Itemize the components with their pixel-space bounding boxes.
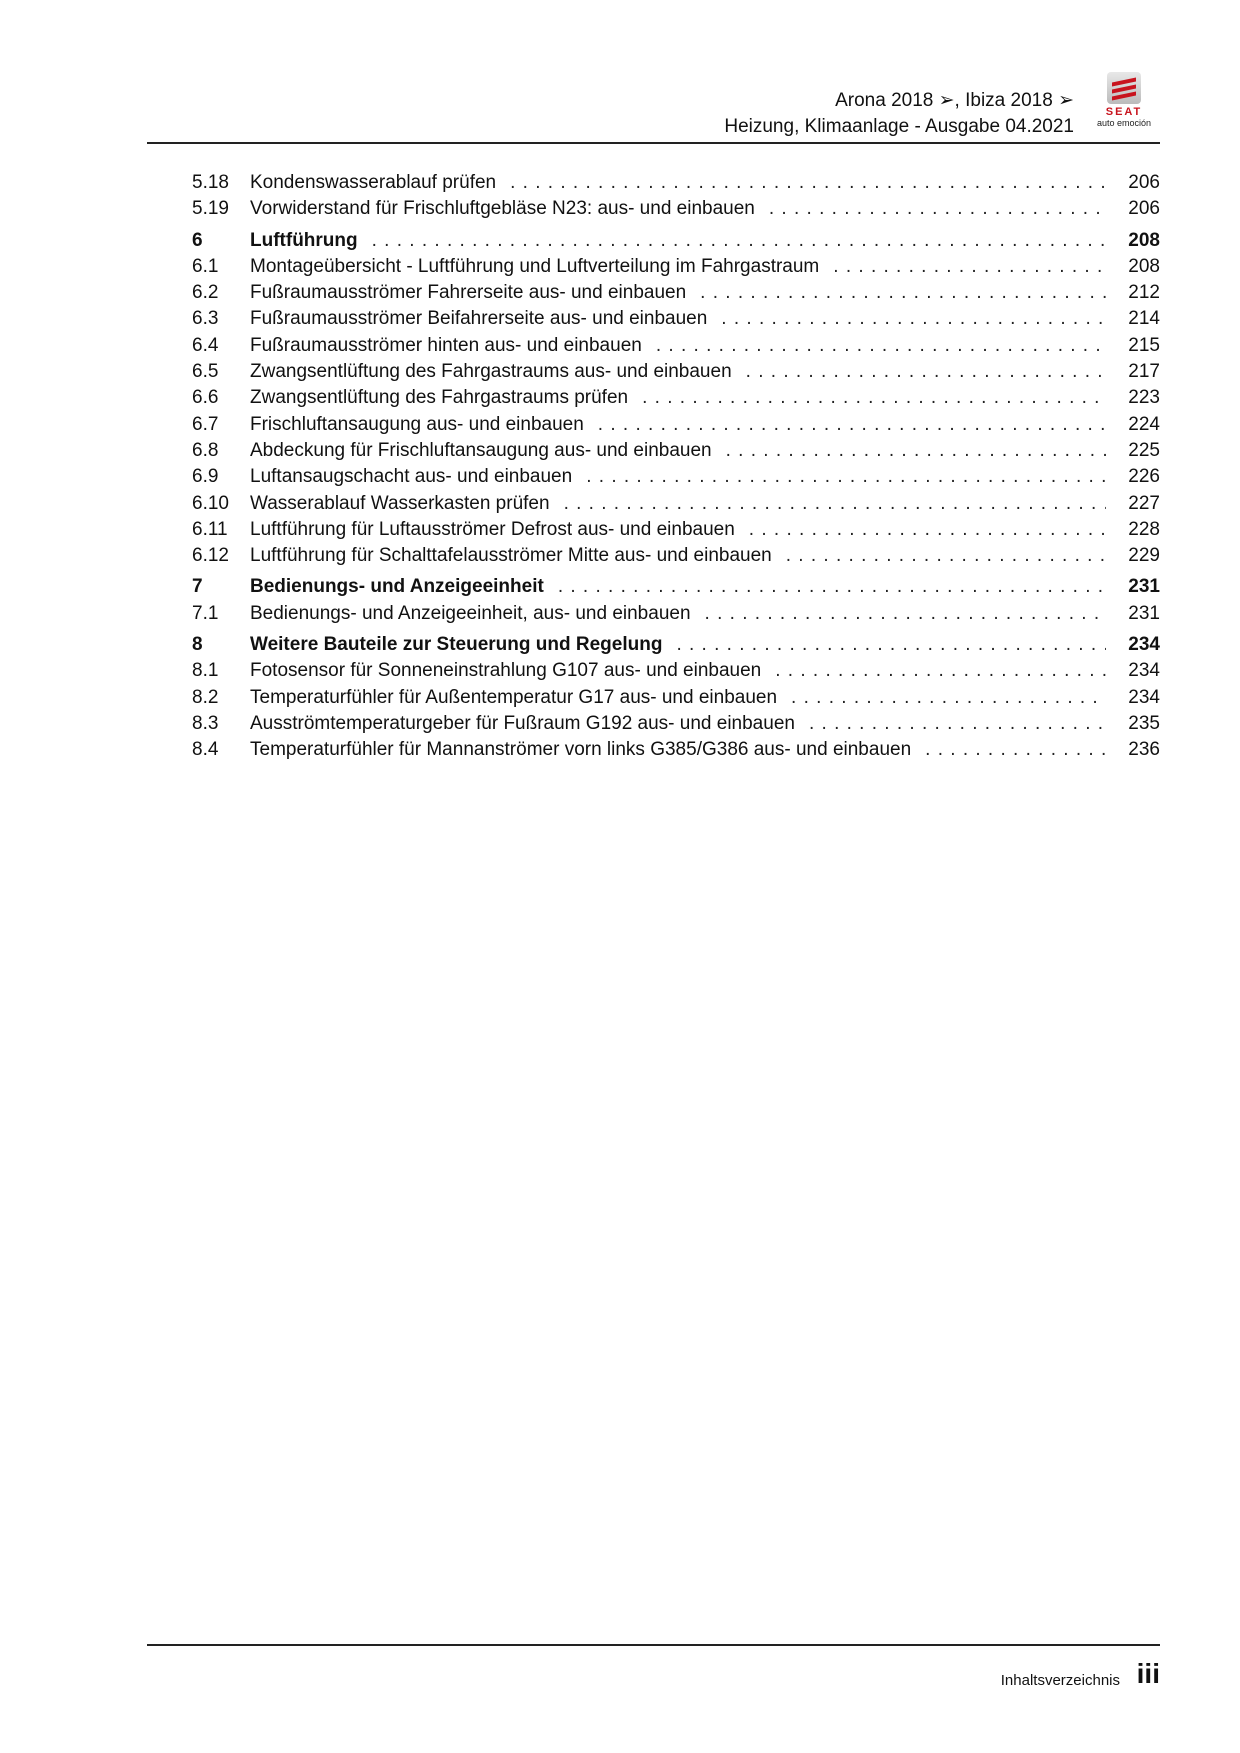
entry-page: 234: [1128, 686, 1160, 708]
entry-number: 6.12: [192, 545, 229, 567]
dot-leader: [656, 335, 1106, 357]
entry-number: 6.8: [192, 439, 219, 461]
entry-number: 6: [192, 229, 203, 251]
toc-entry[interactable]: [192, 198, 1160, 224]
entry-number: 8.2: [192, 686, 219, 708]
entry-number: 8.3: [192, 712, 219, 734]
entry-number: 8.4: [192, 739, 219, 761]
entry-number: 7.1: [192, 602, 219, 624]
entry-title: Luftführung für Luftausströmer Defrost aus- und einbauen: [250, 518, 735, 540]
entry-page: 226: [1128, 466, 1160, 488]
toc-entry[interactable]: [192, 739, 1160, 765]
entry-number: 5.18: [192, 172, 229, 193]
header-models: Arona 2018 ➢, Ibiza 2018 ➢: [835, 90, 1074, 111]
toc-entry[interactable]: [192, 713, 1160, 739]
entry-title: Zwangsentlüftung des Fahrgastraums prüfen: [250, 387, 629, 409]
dot-leader: [676, 634, 1106, 656]
entry-title: Abdeckung für Frischluftansaugung aus- und einbauen: [250, 439, 712, 461]
seat-logo: [1088, 72, 1160, 128]
entry-number: 6.11: [192, 518, 228, 540]
dot-leader: [769, 198, 1106, 220]
toc-entry[interactable]: [192, 361, 1160, 387]
entry-page: 206: [1128, 172, 1160, 193]
entry-title: Fußraumausströmer hinten aus- und einbauen: [250, 334, 642, 356]
entry-title: Luftführung für Schalttafelausströmer Mitte aus- und einbauen: [250, 545, 772, 567]
entry-page: 225: [1128, 439, 1160, 461]
toc-chapter-entry[interactable]: [192, 230, 1160, 256]
dot-leader: [786, 545, 1106, 567]
toc-entry[interactable]: [192, 466, 1160, 492]
entry-page: 231: [1128, 576, 1160, 598]
entry-page: 234: [1128, 660, 1160, 682]
entry-title: Ausströmtemperaturgeber für Fußraum G192 aus- und einbauen: [250, 712, 795, 734]
toc-entry[interactable]: [192, 603, 1160, 629]
dot-leader: [746, 361, 1106, 383]
entry-page: 229: [1128, 545, 1160, 567]
toc-entry[interactable]: [192, 387, 1160, 413]
dot-leader: [700, 282, 1106, 304]
toc-entry[interactable]: [192, 256, 1160, 282]
entry-title: Fußraumausströmer Fahrerseite aus- und einbauen: [250, 282, 687, 304]
entry-number: 8: [192, 634, 203, 656]
entry-title: Luftansaugschacht aus- und einbauen: [250, 466, 573, 488]
dot-leader: [564, 493, 1106, 515]
entry-number: 6.9: [192, 466, 219, 488]
entry-title: Zwangsentlüftung des Fahrgastraums aus- und einbauen: [250, 361, 732, 383]
entry-number: 7: [192, 576, 203, 598]
dot-leader: [510, 172, 1106, 194]
entry-page: 206: [1128, 198, 1160, 220]
entry-title: Weitere Bauteile zur Steuerung und Regelung: [250, 634, 663, 656]
toc-entry[interactable]: [192, 414, 1160, 440]
header-title: Heizung, Klimaanlage - Ausgabe 04.2021: [724, 116, 1074, 137]
entry-title: Montageübersicht - Luftführung und Luftverteilung im Fahrgastraum: [250, 255, 820, 277]
entry-number: 6.10: [192, 492, 229, 514]
entry-page: 208: [1128, 255, 1160, 277]
entry-page: 231: [1128, 602, 1160, 624]
entry-number: 8.1: [192, 660, 219, 682]
entry-title: Fotosensor für Sonneneinstrahlung G107 aus- und einbauen: [250, 660, 762, 682]
toc-entry[interactable]: [192, 493, 1160, 519]
entry-page: 215: [1128, 334, 1160, 356]
dot-leader: [372, 230, 1106, 252]
entry-title: Wasserablauf Wasserkasten prüfen: [250, 492, 550, 514]
entry-number: 5.19: [192, 198, 229, 220]
entry-number: 6.6: [192, 387, 219, 409]
entry-number: 6.1: [192, 255, 219, 277]
entry-page: 214: [1128, 308, 1160, 330]
entry-title: Kondenswasserablauf prüfen: [250, 172, 497, 193]
entry-number: 6.5: [192, 361, 219, 383]
dot-leader: [642, 387, 1106, 409]
dot-leader: [833, 256, 1106, 278]
entry-title: Fußraumausströmer Beifahrerseite aus- und einbauen: [250, 308, 708, 330]
page-header: [724, 88, 1074, 140]
toc-chapter-entry[interactable]: [192, 576, 1160, 602]
footer-divider: [147, 1644, 1160, 1646]
toc-entry[interactable]: [192, 172, 1160, 198]
dot-leader: [925, 739, 1106, 761]
dot-leader: [726, 440, 1106, 462]
seat-emblem-icon: [1107, 72, 1141, 104]
entry-title: Bedienungs- und Anzeigeeinheit: [250, 576, 544, 598]
entry-page: 234: [1128, 634, 1160, 656]
dot-leader: [791, 687, 1106, 709]
entry-number: 6.3: [192, 308, 219, 330]
dot-leader: [598, 414, 1106, 436]
toc-chapter-entry[interactable]: [192, 634, 1160, 660]
toc-entry[interactable]: [192, 660, 1160, 686]
table-of-contents: [192, 172, 1160, 766]
header-divider: [147, 142, 1160, 144]
logo-brand: SEAT: [1105, 106, 1143, 118]
dot-leader: [558, 576, 1106, 598]
toc-entry[interactable]: [192, 687, 1160, 713]
dot-leader: [705, 603, 1106, 625]
dot-leader: [721, 308, 1106, 330]
entry-title: Bedienungs- und Anzeigeeinheit, aus- und einbauen: [250, 602, 691, 624]
entry-number: 6.4: [192, 334, 219, 356]
entry-title: Luftführung: [250, 229, 358, 251]
entry-page: 235: [1128, 712, 1160, 734]
logo-tagline: auto emoción: [1096, 118, 1152, 128]
toc-entry[interactable]: [192, 308, 1160, 334]
dot-leader: [749, 519, 1106, 541]
toc-entry[interactable]: [192, 440, 1160, 466]
entry-page: 227: [1128, 492, 1160, 514]
entry-number: 6.2: [192, 282, 219, 304]
dot-leader: [809, 713, 1106, 735]
entry-title: Temperaturfühler für Mannanströmer vorn links G385/G386 aus- und einbauen: [250, 739, 912, 761]
entry-number: 6.7: [192, 413, 219, 435]
entry-page: 212: [1128, 282, 1160, 304]
page-number: iii: [1136, 1658, 1160, 1689]
entry-title: Temperaturfühler für Außentemperatur G17 aus- und einbauen: [250, 686, 778, 708]
entry-page: 224: [1128, 413, 1160, 435]
dot-leader: [586, 466, 1106, 488]
toc-entry[interactable]: [192, 282, 1160, 308]
entry-page: 217: [1128, 361, 1160, 383]
entry-page: 236: [1128, 739, 1160, 761]
entry-page: 228: [1128, 518, 1160, 540]
toc-entry[interactable]: [192, 545, 1160, 571]
toc-entry[interactable]: [192, 335, 1160, 361]
entry-title: Frischluftansaugung aus- und einbauen: [250, 413, 584, 435]
footer-label: Inhaltsverzeichnis: [1000, 1672, 1120, 1689]
entry-title: Vorwiderstand für Frischluftgebläse N23: aus- und einbauen: [250, 198, 755, 220]
entry-page: 208: [1128, 229, 1160, 251]
entry-page: 223: [1128, 387, 1160, 409]
toc-entry[interactable]: [192, 519, 1160, 545]
dot-leader: [775, 660, 1106, 682]
